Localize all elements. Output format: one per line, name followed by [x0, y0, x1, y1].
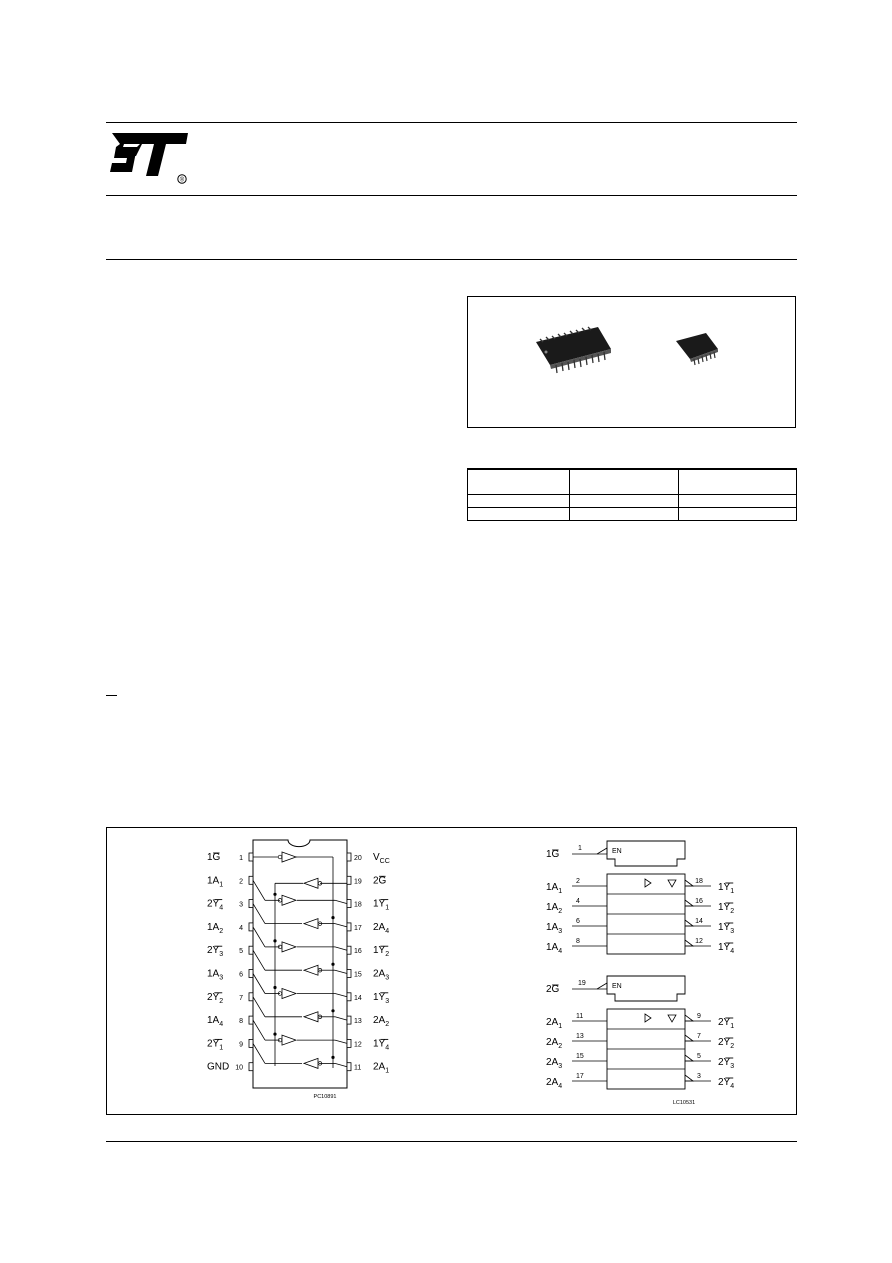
pin-number: 6 — [239, 971, 243, 979]
pin-stub — [347, 993, 351, 1001]
buffer-2g — [304, 878, 318, 888]
output-pin-number: 5 — [697, 1053, 701, 1060]
figure-canvas — [107, 828, 796, 1114]
output-pin-number: 9 — [697, 1013, 701, 1020]
wire — [253, 950, 265, 970]
wire — [335, 924, 347, 927]
enable-label: 2G — [546, 984, 560, 995]
negation-wedge — [685, 880, 693, 886]
negation-wedge — [685, 900, 693, 906]
input-pin-number: 8 — [576, 938, 580, 945]
pin-number: 18 — [354, 901, 362, 909]
input-label: $2A_4$ — [546, 1077, 563, 1090]
bottom-rule — [106, 1141, 797, 1142]
input-pin-number: 11 — [576, 1013, 584, 1020]
buffer-gate — [282, 989, 296, 999]
pin-number: 20 — [354, 855, 362, 862]
registered-mark: ® — [179, 177, 185, 184]
pin-stub — [249, 1016, 253, 1024]
pin-label: $V_{CC}$ — [373, 852, 390, 865]
negation-wedge — [685, 920, 693, 926]
input-label: $1A_2$ — [546, 902, 563, 915]
pin-number: 4 — [239, 924, 243, 932]
wire — [253, 974, 265, 994]
pin-stub — [249, 900, 253, 908]
pin-stub — [347, 1063, 351, 1071]
wire — [335, 994, 347, 997]
output-label: $2Y_1$ — [718, 1017, 735, 1030]
pin-label: GND — [207, 1061, 230, 1073]
input-label: $1A_3$ — [546, 922, 563, 935]
junction-dot — [273, 1033, 276, 1036]
buffer-1g — [282, 852, 296, 862]
output-pin-number: 12 — [695, 938, 703, 945]
pin-label: $1A_2$ — [207, 921, 224, 935]
buffer-gate — [282, 1035, 296, 1045]
wire — [335, 970, 347, 973]
en-label: EN — [612, 983, 622, 990]
pin-stub — [249, 970, 253, 978]
three-state-symbol — [668, 1015, 676, 1022]
header-rule — [106, 195, 797, 196]
junction-dot — [273, 893, 276, 896]
pin-number: 16 — [354, 948, 362, 956]
pin-label: $1A_4$ — [207, 1015, 224, 1029]
st-logo — [106, 130, 190, 186]
pin-stub — [347, 970, 351, 978]
wire — [253, 997, 265, 1017]
order-codes-table — [467, 468, 797, 521]
top-rule — [106, 122, 797, 123]
pin-stub — [347, 1016, 351, 1024]
pin-label: $2A_1$ — [373, 1061, 390, 1075]
pin-stub — [347, 900, 351, 908]
negation-wedge — [685, 940, 693, 946]
pin-label: 1G — [207, 852, 221, 863]
pin-and-logic-figure — [106, 827, 797, 1115]
output-pin-number: 14 — [695, 918, 703, 925]
buffer-gate — [282, 895, 296, 905]
buffer-gate — [282, 942, 296, 952]
input-label: $1A_1$ — [546, 882, 563, 895]
wire — [335, 900, 347, 903]
wire — [335, 1017, 347, 1020]
output-label: $1Y_4$ — [718, 942, 735, 955]
junction-dot — [331, 963, 334, 966]
enable-pin-number: 1 — [578, 845, 582, 852]
pin-stub — [347, 876, 351, 884]
output-pin-number: 18 — [695, 878, 703, 885]
pin-label: $1A_3$ — [207, 968, 224, 982]
buffer-symbol — [645, 879, 651, 887]
pin-number: 8 — [239, 1018, 243, 1026]
three-state-symbol — [668, 880, 676, 887]
output-pin-number: 7 — [697, 1033, 701, 1040]
input-pin-number: 6 — [576, 918, 580, 925]
logic-symbol-code: LC10531 — [672, 1100, 696, 1106]
pin-number: 3 — [239, 901, 243, 909]
table-cell — [679, 508, 797, 521]
negation-wedge — [685, 1015, 693, 1021]
buffer-gate — [304, 919, 318, 929]
output-label: $2Y_3$ — [718, 1057, 735, 1070]
output-label: $2Y_2$ — [718, 1037, 735, 1050]
package-images-box — [467, 296, 796, 428]
output-label: $2Y_4$ — [718, 1077, 735, 1090]
pin-label: 2G — [373, 875, 387, 887]
pin-label: $1A_1$ — [207, 875, 224, 889]
junction-dot — [331, 1009, 334, 1012]
junction-dot — [273, 986, 276, 989]
logic-block-1 — [572, 841, 711, 954]
input-label: $1A_4$ — [546, 942, 563, 955]
pin-number: 9 — [239, 1041, 243, 1049]
pin-label: $2Y_1$ — [207, 1038, 224, 1052]
pin-number: 2 — [239, 878, 243, 886]
pin-label: $2A_4$ — [373, 921, 390, 935]
buffer-gate — [304, 965, 318, 975]
wire — [335, 1040, 347, 1043]
pin-diagram-code: PC10891 — [313, 1094, 337, 1100]
input-label: $2A_1$ — [546, 1017, 563, 1030]
pin-number: 1 — [239, 855, 243, 862]
output-label: $1Y_1$ — [718, 882, 735, 895]
table-cell — [468, 508, 570, 521]
wire — [253, 927, 265, 947]
enable-pin-number: 19 — [578, 980, 586, 987]
pin-label: $2A_2$ — [373, 1015, 390, 1029]
overbar-mark — [106, 695, 117, 696]
pin-stub — [347, 923, 351, 931]
buffer-symbol — [645, 1014, 651, 1022]
pin-stub — [347, 1039, 351, 1047]
output-label: $1Y_3$ — [718, 922, 735, 935]
pin-label: $1Y_3$ — [373, 991, 390, 1005]
table-row — [468, 495, 797, 508]
junction-dot — [331, 1056, 334, 1059]
pin-number: 15 — [354, 971, 362, 979]
pin-label: $1Y_1$ — [373, 898, 390, 912]
input-label: $2A_3$ — [546, 1057, 563, 1070]
table-header-row — [468, 469, 797, 495]
pin-label: $1Y_2$ — [373, 945, 390, 959]
pin-number: 12 — [354, 1041, 362, 1049]
pin-number: 10 — [235, 1064, 243, 1072]
negation-wedge — [685, 1055, 693, 1061]
wire — [253, 1020, 265, 1040]
enable-bubble — [278, 855, 282, 859]
negation-wedge — [685, 1075, 693, 1081]
wire — [253, 880, 265, 900]
pin-stub — [347, 946, 351, 954]
pin-stub — [249, 993, 253, 1001]
pin-number: 19 — [354, 878, 362, 886]
input-pin-number: 17 — [576, 1073, 584, 1080]
pin-number: 13 — [354, 1018, 362, 1026]
input-pin-number: 4 — [576, 898, 580, 905]
pin-stub — [249, 1063, 253, 1071]
enable-label: 1G — [546, 849, 560, 860]
output-pin-number: 16 — [695, 898, 703, 905]
buffer-gate — [304, 1058, 318, 1068]
pin-number: 11 — [354, 1064, 362, 1072]
wire — [253, 1043, 265, 1063]
input-label: $2A_2$ — [546, 1037, 563, 1050]
table-header-cell — [679, 469, 797, 495]
input-pin-number: 13 — [576, 1033, 584, 1040]
junction-dot — [331, 916, 334, 919]
pin-number: 7 — [239, 994, 243, 1002]
pin-number: 5 — [239, 948, 243, 956]
output-label: $1Y_2$ — [718, 902, 735, 915]
package-drawings — [468, 297, 795, 427]
so20-package-image — [536, 327, 611, 373]
pin-label: $2A_3$ — [373, 968, 390, 982]
input-pin-number: 15 — [576, 1053, 584, 1060]
logic-block-2 — [572, 976, 711, 1089]
en-label: EN — [612, 848, 622, 855]
pin-label: $1Y_4$ — [373, 1038, 390, 1052]
table-cell — [679, 495, 797, 508]
wire — [335, 947, 347, 950]
pin-stub — [347, 853, 351, 861]
pin-stub — [249, 876, 253, 884]
pin-label: $2Y_2$ — [207, 991, 224, 1005]
pin-stub — [249, 923, 253, 931]
input-pin-number: 2 — [576, 878, 580, 885]
table-cell — [569, 495, 679, 508]
pin-number: 14 — [354, 994, 362, 1002]
tssop20-package-image — [676, 333, 718, 365]
table-header-cell — [569, 469, 679, 495]
pin-stub — [249, 853, 253, 861]
buffer-gate — [304, 1012, 318, 1022]
pin-number: 17 — [354, 924, 362, 932]
table-cell — [468, 495, 570, 508]
pin-label: $2Y_3$ — [207, 945, 224, 959]
table-header-cell — [468, 469, 570, 495]
table-row — [468, 508, 797, 521]
negation-wedge — [597, 848, 607, 854]
negation-wedge — [685, 1035, 693, 1041]
wire — [253, 904, 265, 924]
pin-label: $2Y_4$ — [207, 898, 224, 912]
table-cell — [569, 508, 679, 521]
pin-stub — [249, 946, 253, 954]
pin-stub — [249, 1039, 253, 1047]
junction-dot — [273, 939, 276, 942]
title-rule — [106, 259, 797, 260]
negation-wedge — [597, 983, 607, 989]
wire — [335, 1063, 347, 1066]
output-pin-number: 3 — [697, 1073, 701, 1080]
